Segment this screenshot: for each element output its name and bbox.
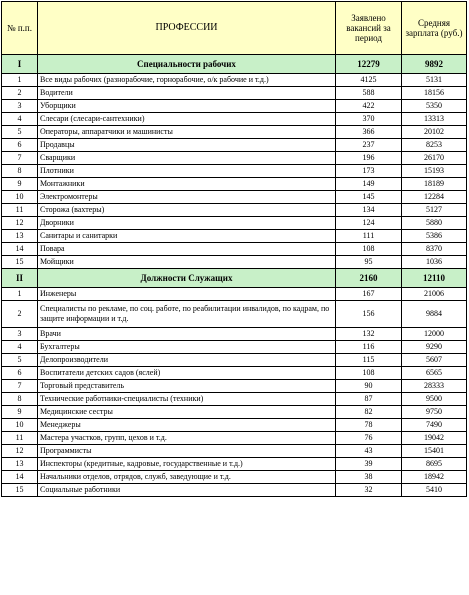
row-vacancies: 115 — [336, 354, 402, 367]
row-number: 9 — [2, 178, 38, 191]
header-vacancies: Заявлено вакансий за период — [336, 2, 402, 55]
row-profession: Врачи — [38, 328, 336, 341]
row-number: 4 — [2, 341, 38, 354]
row-profession: Начальники отделов, отрядов, служб, заведующие и т.д. — [38, 471, 336, 484]
row-salary: 9884 — [402, 301, 467, 328]
row-salary: 20102 — [402, 126, 467, 139]
row-salary: 21006 — [402, 288, 467, 301]
row-salary: 12284 — [402, 191, 467, 204]
row-vacancies: 132 — [336, 328, 402, 341]
table-row — [2, 126, 467, 139]
row-vacancies: 196 — [336, 152, 402, 165]
row-number: 8 — [2, 393, 38, 406]
row-profession: Мастера участков, групп, цехов и т.д. — [38, 432, 336, 445]
table-row — [2, 288, 467, 301]
table-row — [2, 354, 467, 367]
row-salary: 15193 — [402, 165, 467, 178]
table-header-row — [2, 2, 467, 55]
row-number: 14 — [2, 243, 38, 256]
table-row — [2, 367, 467, 380]
row-number: 10 — [2, 191, 38, 204]
row-number: 11 — [2, 432, 38, 445]
row-salary: 18156 — [402, 87, 467, 100]
row-profession: Все виды рабочих (разнорабочие, горнорабочие, о/к рабочие и т.д.) — [38, 74, 336, 87]
row-salary: 8370 — [402, 243, 467, 256]
row-vacancies: 108 — [336, 243, 402, 256]
table-row — [2, 484, 467, 497]
vacancy-table — [1, 1, 467, 497]
table-row — [2, 458, 467, 471]
row-number: 15 — [2, 256, 38, 269]
table-row — [2, 191, 467, 204]
row-profession: Специалисты по рекламе, по соц. работе, по реабилитации инвалидов, по кадрам, по защите информации и т.д. — [38, 301, 336, 328]
row-profession: Мойщики — [38, 256, 336, 269]
row-vacancies: 167 — [336, 288, 402, 301]
row-profession: Торговый представитель — [38, 380, 336, 393]
row-vacancies: 4125 — [336, 74, 402, 87]
table-row — [2, 100, 467, 113]
table-row — [2, 139, 467, 152]
row-number: 13 — [2, 458, 38, 471]
row-profession: Дворники — [38, 217, 336, 230]
table-row — [2, 178, 467, 191]
row-profession: Программисты — [38, 445, 336, 458]
table-row — [2, 393, 467, 406]
row-salary: 5410 — [402, 484, 467, 497]
row-vacancies: 32 — [336, 484, 402, 497]
row-profession: Монтажники — [38, 178, 336, 191]
row-number: 10 — [2, 419, 38, 432]
row-vacancies: 134 — [336, 204, 402, 217]
table-row — [2, 256, 467, 269]
row-number: 3 — [2, 328, 38, 341]
row-profession: Электромонтеры — [38, 191, 336, 204]
row-salary: 6565 — [402, 367, 467, 380]
row-vacancies: 124 — [336, 217, 402, 230]
row-profession: Медицинские сестры — [38, 406, 336, 419]
row-profession: Санитары и санитарки — [38, 230, 336, 243]
row-profession: Инженеры — [38, 288, 336, 301]
table-row — [2, 204, 467, 217]
table-row — [2, 74, 467, 87]
table-row — [2, 445, 467, 458]
row-salary: 12000 — [402, 328, 467, 341]
row-salary: 9750 — [402, 406, 467, 419]
row-vacancies: 39 — [336, 458, 402, 471]
section-name: Должности Служащих — [38, 269, 336, 288]
row-number: 4 — [2, 113, 38, 126]
row-vacancies: 237 — [336, 139, 402, 152]
row-vacancies: 43 — [336, 445, 402, 458]
header-profession: ПРОФЕССИИ — [38, 2, 336, 55]
row-profession: Сторожа (вахтеры) — [38, 204, 336, 217]
row-number: 11 — [2, 204, 38, 217]
row-salary: 5386 — [402, 230, 467, 243]
section-row — [2, 269, 467, 288]
row-number: 12 — [2, 445, 38, 458]
table-body — [2, 55, 467, 497]
row-salary: 5131 — [402, 74, 467, 87]
row-salary: 18942 — [402, 471, 467, 484]
row-salary: 19042 — [402, 432, 467, 445]
row-number: 3 — [2, 100, 38, 113]
row-profession: Инспекторы (кредитные, кадровые, государственные и т.д.) — [38, 458, 336, 471]
row-vacancies: 108 — [336, 367, 402, 380]
row-number: 15 — [2, 484, 38, 497]
row-number: 2 — [2, 301, 38, 328]
row-vacancies: 149 — [336, 178, 402, 191]
row-profession: Социальные работники — [38, 484, 336, 497]
section-vacancies: 12279 — [336, 55, 402, 74]
table-row — [2, 243, 467, 256]
row-profession: Повара — [38, 243, 336, 256]
table-row — [2, 419, 467, 432]
row-number: 8 — [2, 165, 38, 178]
row-vacancies: 173 — [336, 165, 402, 178]
row-vacancies: 366 — [336, 126, 402, 139]
row-salary: 8253 — [402, 139, 467, 152]
section-vacancies: 2160 — [336, 269, 402, 288]
header-num: № п.п. — [2, 2, 38, 55]
row-vacancies: 422 — [336, 100, 402, 113]
row-profession: Делопроизводители — [38, 354, 336, 367]
section-id: II — [2, 269, 38, 288]
row-number: 14 — [2, 471, 38, 484]
row-vacancies: 145 — [336, 191, 402, 204]
table-row — [2, 301, 467, 328]
row-vacancies: 87 — [336, 393, 402, 406]
table-row — [2, 113, 467, 126]
row-vacancies: 82 — [336, 406, 402, 419]
table-row — [2, 165, 467, 178]
section-salary: 12110 — [402, 269, 467, 288]
row-vacancies: 95 — [336, 256, 402, 269]
row-profession: Продавцы — [38, 139, 336, 152]
row-vacancies: 111 — [336, 230, 402, 243]
row-vacancies: 90 — [336, 380, 402, 393]
row-profession: Операторы, аппаратчики и машинисты — [38, 126, 336, 139]
row-profession: Сварщики — [38, 152, 336, 165]
section-id: I — [2, 55, 38, 74]
row-vacancies: 588 — [336, 87, 402, 100]
row-profession: Воспитатели детских садов (яслей) — [38, 367, 336, 380]
row-number: 7 — [2, 152, 38, 165]
row-number: 7 — [2, 380, 38, 393]
row-number: 1 — [2, 74, 38, 87]
row-salary: 1036 — [402, 256, 467, 269]
table-row — [2, 471, 467, 484]
row-salary: 15401 — [402, 445, 467, 458]
row-salary: 26170 — [402, 152, 467, 165]
row-number: 2 — [2, 87, 38, 100]
row-salary: 7490 — [402, 419, 467, 432]
row-profession: Уборщики — [38, 100, 336, 113]
section-salary: 9892 — [402, 55, 467, 74]
header-salary: Средняя зарплата (руб.) — [402, 2, 467, 55]
table-row — [2, 406, 467, 419]
row-vacancies: 76 — [336, 432, 402, 445]
row-profession: Менеджеры — [38, 419, 336, 432]
row-number: 12 — [2, 217, 38, 230]
table-row — [2, 328, 467, 341]
table-row — [2, 432, 467, 445]
table-row — [2, 341, 467, 354]
row-profession: Слесари (слесари-сантехники) — [38, 113, 336, 126]
row-salary: 5127 — [402, 204, 467, 217]
table-row — [2, 87, 467, 100]
row-salary: 18189 — [402, 178, 467, 191]
row-salary: 8695 — [402, 458, 467, 471]
row-salary: 5607 — [402, 354, 467, 367]
section-name: Специальности рабочих — [38, 55, 336, 74]
row-salary: 28333 — [402, 380, 467, 393]
row-profession: Бухгалтеры — [38, 341, 336, 354]
row-profession: Плотники — [38, 165, 336, 178]
row-salary: 5880 — [402, 217, 467, 230]
row-salary: 9500 — [402, 393, 467, 406]
row-number: 5 — [2, 126, 38, 139]
row-number: 6 — [2, 367, 38, 380]
row-salary: 13313 — [402, 113, 467, 126]
row-number: 9 — [2, 406, 38, 419]
table-row — [2, 217, 467, 230]
table-row — [2, 230, 467, 243]
row-profession: Водители — [38, 87, 336, 100]
row-vacancies: 370 — [336, 113, 402, 126]
row-profession: Технические работники-специалисты (техники) — [38, 393, 336, 406]
row-salary: 5350 — [402, 100, 467, 113]
table-row — [2, 380, 467, 393]
section-row — [2, 55, 467, 74]
table-row — [2, 152, 467, 165]
row-number: 13 — [2, 230, 38, 243]
row-vacancies: 156 — [336, 301, 402, 328]
row-vacancies: 78 — [336, 419, 402, 432]
row-number: 5 — [2, 354, 38, 367]
row-number: 6 — [2, 139, 38, 152]
row-vacancies: 38 — [336, 471, 402, 484]
row-number: 1 — [2, 288, 38, 301]
row-salary: 9290 — [402, 341, 467, 354]
row-vacancies: 116 — [336, 341, 402, 354]
